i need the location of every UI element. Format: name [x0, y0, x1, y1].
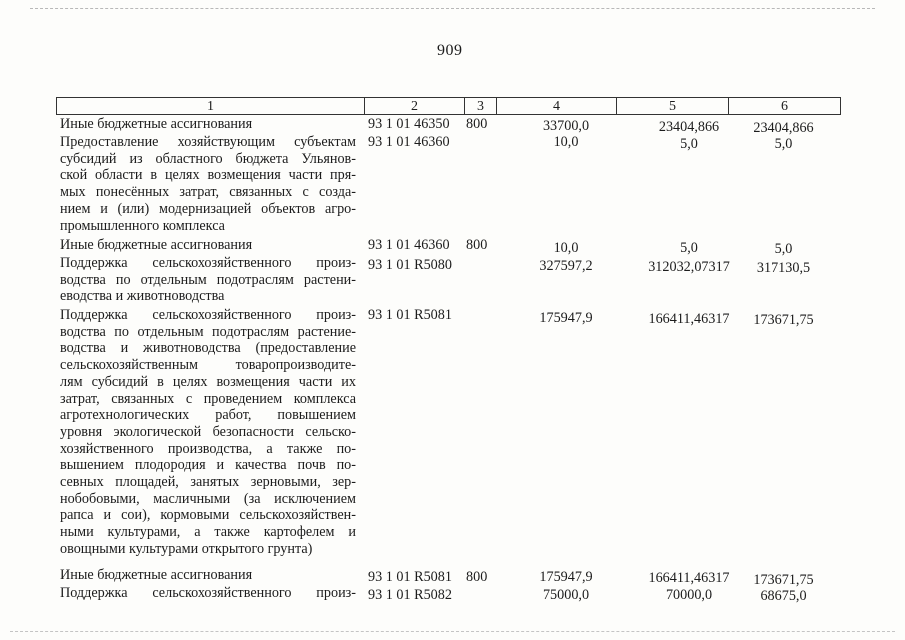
header-col-4: 4 [497, 98, 617, 114]
description-line: нием и (или) модернизацией объектов агро- [60, 200, 356, 217]
row-value-4: 75000,0 [542, 587, 590, 603]
header-col-5: 5 [617, 98, 729, 114]
description-line: субсидий из областного бюджета Ульянов- [60, 150, 356, 167]
description-line: рапса и сои), кормовыми сельскохозяйствен- [60, 507, 356, 524]
row-value-6: 173671,75 [753, 572, 814, 588]
row-type: 800 [466, 569, 488, 585]
row-value-5: 5,0 [680, 240, 698, 256]
description-line: водства по отдельным подотраслям растени- [60, 271, 356, 288]
row-value-4: 33700,0 [542, 118, 590, 134]
row-description [60, 134, 356, 234]
row-value-6: 68675,0 [760, 588, 807, 604]
row-value-4: 175947,9 [539, 310, 593, 326]
row-description [60, 307, 356, 558]
row-code: 93 1 01 R5081 [368, 569, 452, 585]
row-value-5: 166411,46317 [648, 311, 730, 327]
row-value-5: 70000,0 [665, 587, 713, 603]
description-line: агротехнологических работ, повышением [60, 407, 356, 424]
row-value-6: 317130,5 [756, 260, 811, 276]
header-col-1: 1 [57, 98, 365, 114]
row-value-6: 5,0 [774, 241, 793, 257]
row-value-5: 5,0 [680, 136, 698, 152]
row-value-5: 312032,07317 [648, 259, 730, 275]
row-type: 800 [466, 116, 488, 132]
description-line: мых понесённых затрат, связанных с созда- [60, 184, 356, 201]
description-line: еводства и животноводства [60, 288, 225, 305]
description-line: нобобовыми, масличными (за исключением [60, 490, 356, 507]
bottom-scan-edge [10, 631, 895, 633]
description-line: Поддержка сельскохозяйственного произ- [60, 255, 356, 271]
description-line: хозяйственного производства, а также по- [60, 440, 356, 457]
description-line: овощными культурами открытого грунта) [60, 540, 313, 557]
header-col-6: 6 [781, 99, 788, 114]
row-value-4: 175947,9 [539, 569, 593, 585]
description-line: сельскохозяйственным товаропроизводите- [60, 357, 356, 374]
row-code: 93 1 01 R5081 [368, 307, 452, 323]
row-value-6: 173671,75 [753, 312, 814, 328]
row-code: 93 1 01 R5080 [368, 257, 452, 273]
description-line: севных площадей, занятых зерновыми, зер- [60, 474, 356, 491]
description-line: лям субсидий в целях возмещения части их [60, 373, 356, 390]
description-line: Иные бюджетные ассигнования [60, 116, 253, 132]
description-line: затрат, связанных с проведением комплекса [60, 390, 356, 407]
description-line: водства и животноводства (предоставление [60, 340, 356, 357]
row-value-5: 23404,866 [658, 119, 720, 135]
row-description [60, 585, 356, 602]
table-header [56, 97, 841, 115]
row-description [60, 567, 356, 584]
row-value-4: 10,0 [553, 134, 579, 150]
description-line: ской области в целях возмещения части пря- [60, 167, 356, 184]
top-scan-edge [30, 8, 875, 10]
row-description [60, 237, 356, 254]
row-code: 93 1 01 46360 [368, 134, 450, 150]
description-line: уровня экологической безопасности сельско- [60, 423, 356, 440]
row-type: 800 [466, 237, 488, 253]
row-value-4: 10,0 [553, 240, 579, 256]
description-line: Предоставление хозяйствующим субъектам [60, 134, 356, 150]
row-value-6: 5,0 [774, 136, 793, 152]
description-line: промышленного комплекса [60, 217, 225, 234]
description-line: водства по отдельным подотраслям растение- [60, 323, 356, 340]
row-code: 93 1 01 46360 [368, 237, 450, 253]
row-value-5: 166411,46317 [648, 570, 730, 586]
description-line: ными культурами, а также картофелем и [60, 524, 356, 541]
description-line: Поддержка сельскохозяйственного произ- [60, 585, 356, 601]
header-col-3: 3 [465, 98, 497, 114]
description-line: Иные бюджетные ассигнования [60, 237, 253, 253]
row-description [60, 116, 356, 133]
description-line: вышением плодородия и качества почв по- [60, 457, 356, 474]
header-col-2: 2 [365, 98, 465, 114]
description-line: Иные бюджетные ассигнования [60, 567, 253, 583]
page-number: 909 [437, 42, 463, 59]
row-value-6: 23404,866 [753, 120, 814, 136]
row-value-4: 327597,2 [539, 258, 593, 274]
row-code: 93 1 01 R5082 [368, 587, 452, 603]
row-code: 93 1 01 46350 [368, 116, 450, 132]
description-line: Поддержка сельскохозяйственного произ- [60, 307, 356, 323]
row-description [60, 255, 356, 305]
